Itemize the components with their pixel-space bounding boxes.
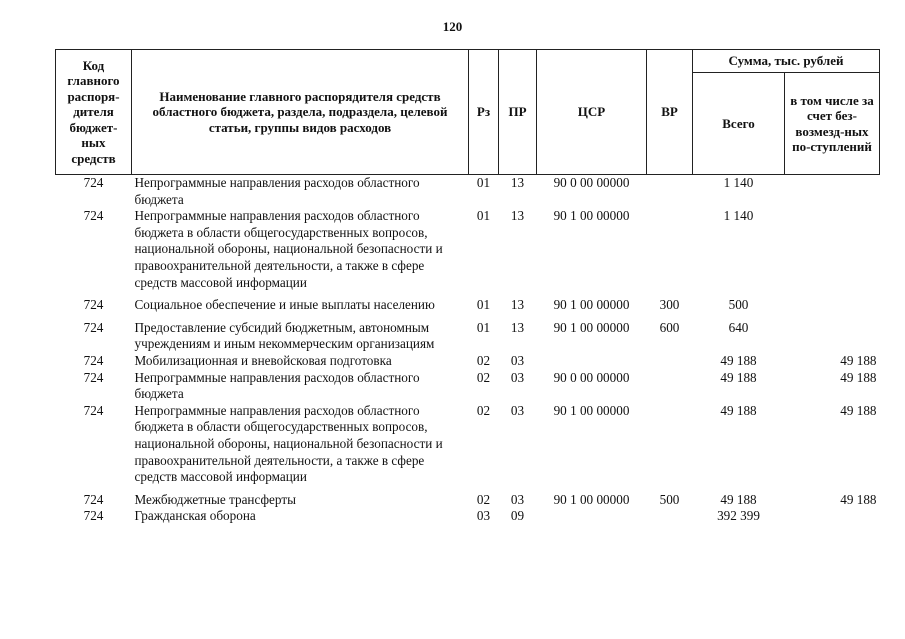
cell-name: Непрограммные направления расходов областного бюджета в области общегосударственных вопросов, национальной обороны, национальной безопасности и правоохранительной деятельности, а также в сфере средств массовой информации [134, 208, 443, 290]
header-vr: ВР [647, 50, 693, 175]
table-row [56, 175, 880, 209]
cell-pr: 13 [510, 297, 525, 313]
cell-name: Мобилизационная и вневойсковая подготовка [134, 352, 392, 368]
cell-total: 49 188 [720, 402, 757, 418]
cell-pr: 09 [510, 508, 525, 524]
header-free: в том числе за счет без-возмезд-ных по-ступлений [785, 73, 880, 175]
cell-free [785, 314, 880, 353]
cell-csr [537, 508, 647, 525]
cell-csr: 90 1 00 00000 [553, 491, 630, 507]
cell-total: 500 [728, 297, 749, 313]
table-row [56, 314, 880, 353]
cell-csr: 90 1 00 00000 [553, 208, 630, 224]
cell-rz: 02 [476, 369, 491, 385]
header-total: Всего [693, 73, 785, 175]
cell-vr [647, 175, 693, 209]
cell-rz: 02 [476, 402, 491, 418]
cell-code: 724 [83, 297, 104, 313]
table-row [56, 370, 880, 403]
header-code: Код главного распоря-дителя бюджет-ных средств [56, 50, 132, 175]
cell-vr: 500 [659, 491, 680, 507]
cell-code: 724 [83, 491, 104, 507]
cell-rz: 02 [476, 491, 491, 507]
header-pr: ПР [499, 50, 537, 175]
cell-free [785, 291, 880, 314]
cell-name: Социальное обеспечение и иные выплаты населению [134, 297, 435, 313]
cell-csr: 90 0 00 00000 [553, 175, 630, 190]
cell-rz: 01 [476, 208, 491, 224]
cell-total: 49 188 [720, 491, 757, 507]
cell-rz: 01 [476, 297, 491, 313]
cell-free [785, 208, 880, 291]
cell-free: 49 188 [840, 352, 877, 368]
cell-code: 724 [83, 402, 104, 418]
cell-code: 724 [83, 369, 104, 385]
cell-pr: 03 [510, 352, 525, 368]
cell-code: 724 [83, 352, 104, 368]
cell-code: 724 [83, 208, 104, 224]
cell-code: 724 [83, 175, 104, 190]
cell-vr [647, 208, 693, 291]
table-row [56, 208, 880, 291]
table-row [56, 508, 880, 525]
table-row [56, 291, 880, 314]
cell-vr [647, 508, 693, 525]
header-csr: ЦСР [537, 50, 647, 175]
header-rz: Рз [469, 50, 499, 175]
cell-name: Непрограммные направления расходов областного бюджета [134, 175, 420, 207]
cell-csr [537, 353, 647, 370]
cell-vr [647, 403, 693, 486]
table-body [56, 175, 880, 525]
cell-vr [647, 353, 693, 370]
cell-rz: 02 [476, 352, 491, 368]
cell-csr: 90 0 00 00000 [553, 369, 630, 385]
cell-pr: 03 [510, 369, 525, 385]
page-number: 120 [442, 19, 463, 34]
table-row [56, 403, 880, 486]
cell-pr: 03 [510, 491, 525, 507]
cell-total: 1 140 [723, 175, 754, 190]
cell-free: 49 188 [840, 369, 877, 385]
cell-csr: 90 1 00 00000 [553, 297, 630, 313]
cell-name: Гражданская оборона [134, 508, 256, 524]
cell-csr: 90 1 00 00000 [553, 319, 630, 335]
cell-name: Предоставление субсидий бюджетным, автономным учреждениям и иным некоммерческим организациям [134, 319, 435, 352]
cell-vr [647, 370, 693, 403]
table-row [56, 353, 880, 370]
cell-code: 724 [83, 508, 104, 524]
cell-name: Межбюджетные трансферты [134, 491, 296, 507]
cell-total: 640 [728, 319, 749, 335]
cell-code: 724 [83, 319, 104, 335]
cell-free [785, 508, 880, 525]
budget-table [55, 49, 880, 525]
cell-csr: 90 1 00 00000 [553, 402, 630, 418]
cell-vr: 300 [659, 297, 680, 313]
cell-free: 49 188 [840, 402, 877, 418]
cell-total: 49 188 [720, 369, 757, 385]
cell-pr: 13 [510, 175, 525, 190]
table-row [56, 486, 880, 509]
cell-total: 392 399 [717, 508, 760, 524]
cell-pr: 13 [510, 319, 525, 335]
cell-rz: 03 [476, 508, 491, 524]
cell-pr: 03 [510, 402, 525, 418]
cell-free [785, 175, 880, 209]
cell-total: 49 188 [720, 352, 757, 368]
cell-rz: 01 [476, 319, 491, 335]
cell-total: 1 140 [723, 208, 754, 224]
header-name: Наименование главного распорядителя средств областного бюджета, раздела, подраздела, целевой статьи, группы видов расходов [132, 50, 469, 175]
cell-name: Непрограммные направления расходов областного бюджета в области общегосударственных вопросов, национальной обороны, национальной безопасности и правоохранительной деятельности, а также в сфере средств массовой информации [134, 402, 443, 485]
cell-pr: 13 [510, 208, 525, 224]
cell-vr: 600 [659, 319, 680, 335]
cell-rz: 01 [476, 175, 491, 190]
cell-free: 49 188 [840, 491, 877, 507]
header-sum: Сумма, тыс. рублей [693, 50, 880, 73]
cell-name: Непрограммные направления расходов областного бюджета [134, 369, 420, 402]
